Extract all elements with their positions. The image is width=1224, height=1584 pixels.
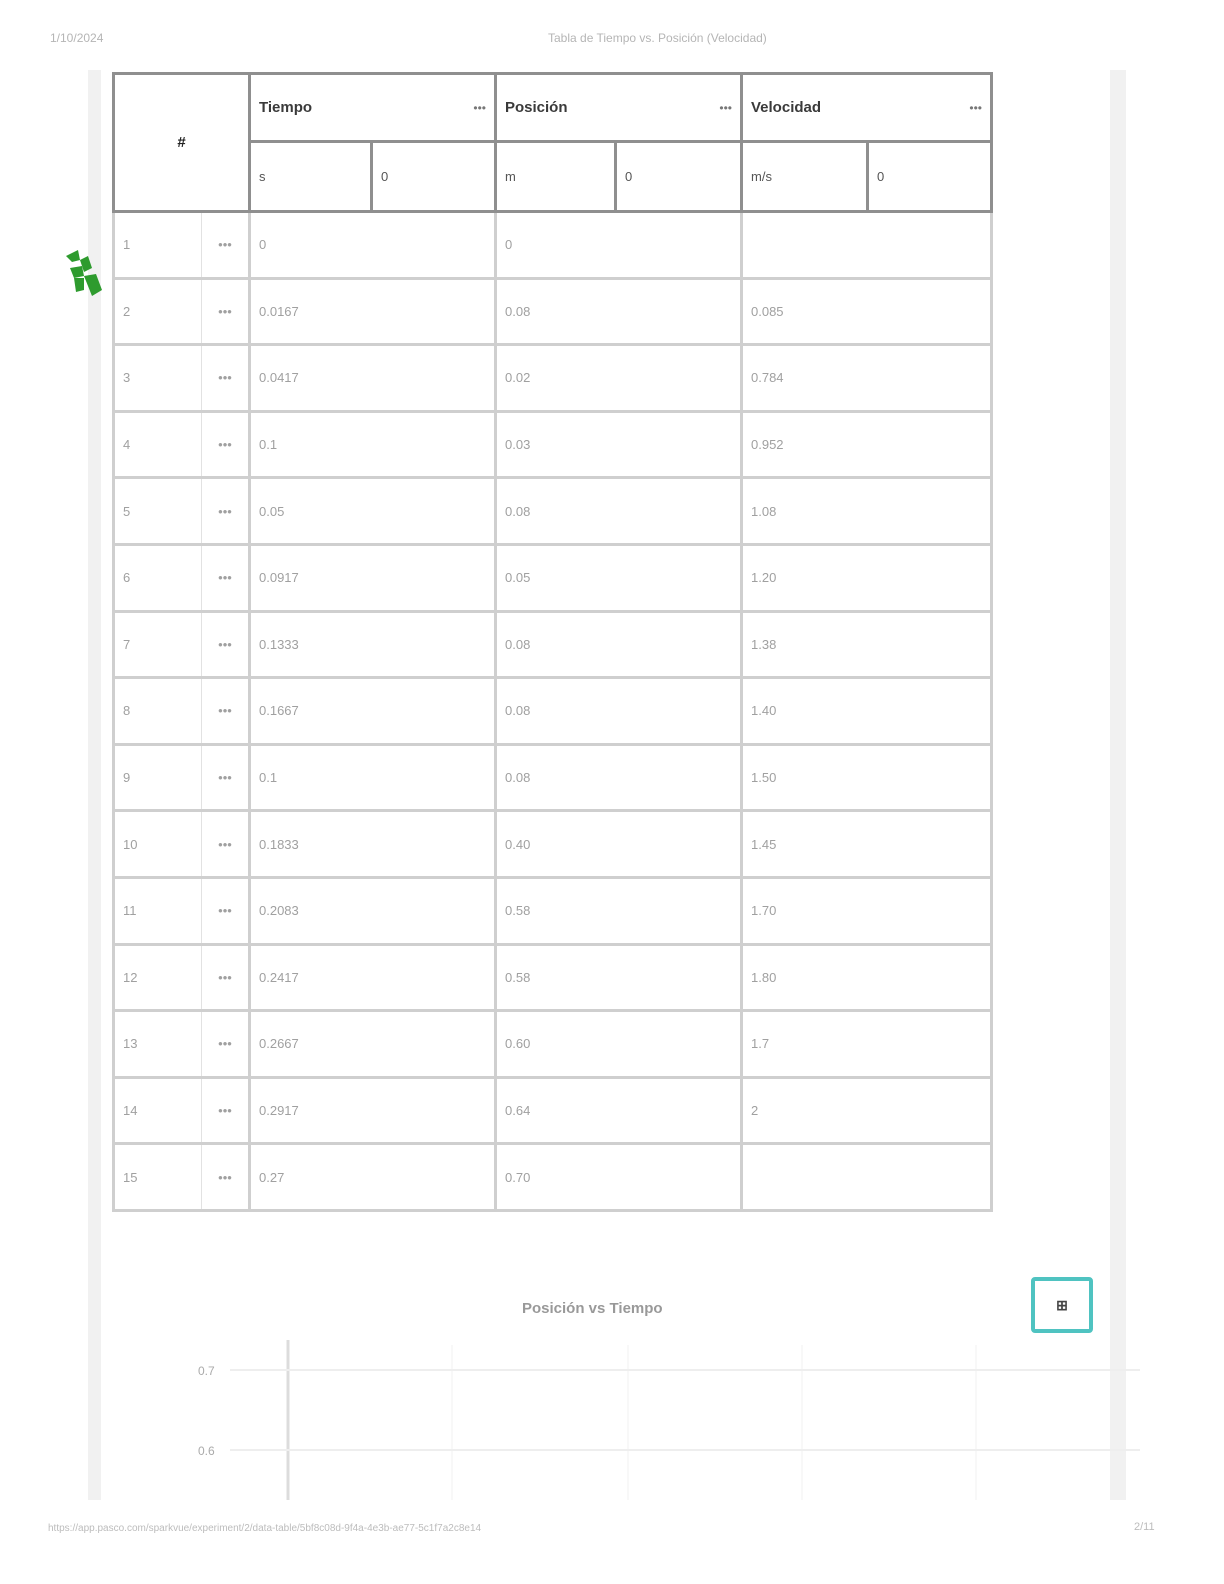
cell-posicion[interactable]: 0.70 [496, 1144, 742, 1211]
column-title: Tiempo [259, 99, 313, 116]
row-number[interactable]: 12 [114, 944, 202, 1011]
row-menu-icon[interactable]: ••• [202, 278, 250, 345]
row-number[interactable]: 4 [114, 411, 202, 478]
precision-field[interactable]: 0 [616, 142, 742, 212]
cell-posicion[interactable]: 0.08 [496, 278, 742, 345]
row-number[interactable]: 7 [114, 611, 202, 678]
cell-posicion[interactable]: 0.05 [496, 544, 742, 611]
cell-tiempo[interactable]: 0.0167 [250, 278, 496, 345]
cell-posicion[interactable]: 0.40 [496, 811, 742, 878]
page-header-title: Tabla de Tiempo vs. Posición (Velocidad) [548, 31, 767, 45]
column-header-posicion[interactable] [496, 74, 742, 142]
column-title: Posición [505, 99, 568, 116]
table-row[interactable] [114, 877, 992, 944]
unit-field[interactable]: m [496, 142, 616, 212]
row-number[interactable]: 6 [114, 544, 202, 611]
table-row[interactable] [114, 345, 992, 412]
column-header-tiempo[interactable] [250, 74, 496, 142]
cell-tiempo[interactable]: 0.1 [250, 744, 496, 811]
cell-velocidad[interactable]: 1.70 [742, 877, 992, 944]
y-tick-label: 0.6 [198, 1444, 215, 1458]
cell-tiempo[interactable]: 0.2417 [250, 944, 496, 1011]
table-row[interactable] [114, 744, 992, 811]
row-number-header: # [114, 74, 250, 212]
row-menu-icon[interactable]: ••• [202, 944, 250, 1011]
cell-tiempo[interactable]: 0.2083 [250, 877, 496, 944]
precision-field[interactable]: 0 [868, 142, 992, 212]
page-footer-page-number: 2/11 [1134, 1521, 1155, 1533]
cell-tiempo[interactable]: 0.2917 [250, 1077, 496, 1144]
column-header-velocidad[interactable] [742, 74, 992, 142]
cell-tiempo[interactable]: 0.1667 [250, 678, 496, 745]
cell-tiempo[interactable]: 0.0417 [250, 345, 496, 412]
cell-velocidad[interactable]: 1.40 [742, 678, 992, 745]
table-row[interactable] [114, 478, 992, 545]
row-menu-icon[interactable]: ••• [202, 1011, 250, 1078]
page-footer-url: https://app.pasco.com/sparkvue/experiment/2/data-table/5bf8c08d-9f4a-4e3b-ae77-5c1f7a2c8e14 [48, 1523, 482, 1534]
cell-posicion[interactable]: 0.60 [496, 1011, 742, 1078]
cell-posicion[interactable]: 0.03 [496, 411, 742, 478]
cell-velocidad[interactable]: 1.20 [742, 544, 992, 611]
cell-posicion[interactable]: 0.64 [496, 1077, 742, 1144]
frame-right-border [1110, 70, 1126, 1500]
row-number[interactable]: 13 [114, 1011, 202, 1078]
graph-tools-icon[interactable]: ⊞ [1031, 1277, 1093, 1333]
row-menu-icon[interactable]: ••• [202, 1077, 250, 1144]
cell-posicion[interactable]: 0.02 [496, 345, 742, 412]
table-row[interactable] [114, 1011, 992, 1078]
table-row[interactable] [114, 811, 992, 878]
row-menu-icon[interactable]: ••• [202, 744, 250, 811]
row-number[interactable]: 15 [114, 1144, 202, 1211]
column-menu-icon[interactable]: ••• [473, 100, 486, 115]
unit-field[interactable]: m/s [742, 142, 868, 212]
table-row[interactable] [114, 544, 992, 611]
column-menu-icon[interactable]: ••• [719, 100, 732, 115]
move-icon[interactable] [62, 246, 108, 302]
row-menu-icon[interactable]: ••• [202, 877, 250, 944]
cell-velocidad[interactable]: 0.784 [742, 345, 992, 412]
row-number[interactable]: 8 [114, 678, 202, 745]
row-number[interactable]: 14 [114, 1077, 202, 1144]
cell-tiempo[interactable]: 0.2667 [250, 1011, 496, 1078]
row-menu-icon[interactable]: ••• [202, 611, 250, 678]
cell-tiempo[interactable]: 0.27 [250, 1144, 496, 1211]
chart-title: Posición vs Tiempo [522, 1300, 663, 1317]
cell-tiempo[interactable]: 0.05 [250, 478, 496, 545]
cell-velocidad[interactable]: 0.085 [742, 278, 992, 345]
row-number[interactable]: 2 [114, 278, 202, 345]
row-number[interactable]: 1 [114, 212, 202, 279]
cell-velocidad[interactable]: 0.952 [742, 411, 992, 478]
table-row[interactable] [114, 411, 992, 478]
cell-tiempo[interactable]: 0.0917 [250, 544, 496, 611]
cell-posicion[interactable]: 0.08 [496, 678, 742, 745]
row-menu-icon[interactable]: ••• [202, 544, 250, 611]
row-menu-icon[interactable]: ••• [202, 811, 250, 878]
cell-velocidad[interactable]: 1.7 [742, 1011, 992, 1078]
cell-posicion[interactable]: 0.08 [496, 611, 742, 678]
cell-posicion[interactable]: 0 [496, 212, 742, 279]
table-row[interactable] [114, 278, 992, 345]
cell-posicion[interactable]: 0.58 [496, 877, 742, 944]
cell-posicion[interactable]: 0.08 [496, 744, 742, 811]
table-row[interactable] [114, 944, 992, 1011]
cell-velocidad[interactable]: 1.80 [742, 944, 992, 1011]
column-title: Velocidad [751, 99, 822, 116]
y-tick-label: 0.7 [198, 1364, 215, 1378]
unit-field[interactable]: s [250, 142, 372, 212]
column-menu-icon[interactable]: ••• [969, 100, 983, 115]
cell-velocidad[interactable]: 1.50 [742, 744, 992, 811]
row-number[interactable]: 5 [114, 478, 202, 545]
row-menu-icon[interactable]: ••• [202, 678, 250, 745]
cell-tiempo[interactable]: 0.1 [250, 411, 496, 478]
row-menu-icon[interactable]: ••• [202, 478, 250, 545]
row-number[interactable]: 10 [114, 811, 202, 878]
cell-velocidad[interactable]: 1.08 [742, 478, 992, 545]
precision-field[interactable]: 0 [372, 142, 496, 212]
row-menu-icon[interactable]: ••• [202, 345, 250, 412]
cell-posicion[interactable]: 0.58 [496, 944, 742, 1011]
row-number[interactable]: 9 [114, 744, 202, 811]
table-row[interactable] [114, 212, 992, 279]
cell-velocidad[interactable] [742, 212, 992, 279]
cell-tiempo[interactable]: 0.1333 [250, 611, 496, 678]
cell-velocidad[interactable] [742, 1144, 992, 1211]
cell-tiempo[interactable]: 0 [250, 212, 496, 279]
table-row[interactable] [114, 678, 992, 745]
cell-posicion[interactable]: 0.08 [496, 478, 742, 545]
cell-velocidad[interactable]: 2 [742, 1077, 992, 1144]
row-menu-icon[interactable]: ••• [202, 411, 250, 478]
row-number[interactable]: 3 [114, 345, 202, 412]
table-row[interactable] [114, 611, 992, 678]
cell-velocidad[interactable]: 1.38 [742, 611, 992, 678]
row-menu-icon[interactable]: ••• [202, 1144, 250, 1211]
table-row[interactable] [114, 1077, 992, 1144]
cell-velocidad[interactable]: 1.45 [742, 811, 992, 878]
table-row[interactable] [114, 1144, 992, 1211]
page-header-date: 1/10/2024 [50, 31, 104, 45]
data-table [112, 72, 993, 1212]
row-menu-icon[interactable]: ••• [202, 212, 250, 279]
cell-tiempo[interactable]: 0.1833 [250, 811, 496, 878]
row-number[interactable]: 11 [114, 877, 202, 944]
chart-plot-area[interactable] [190, 1335, 1140, 1500]
